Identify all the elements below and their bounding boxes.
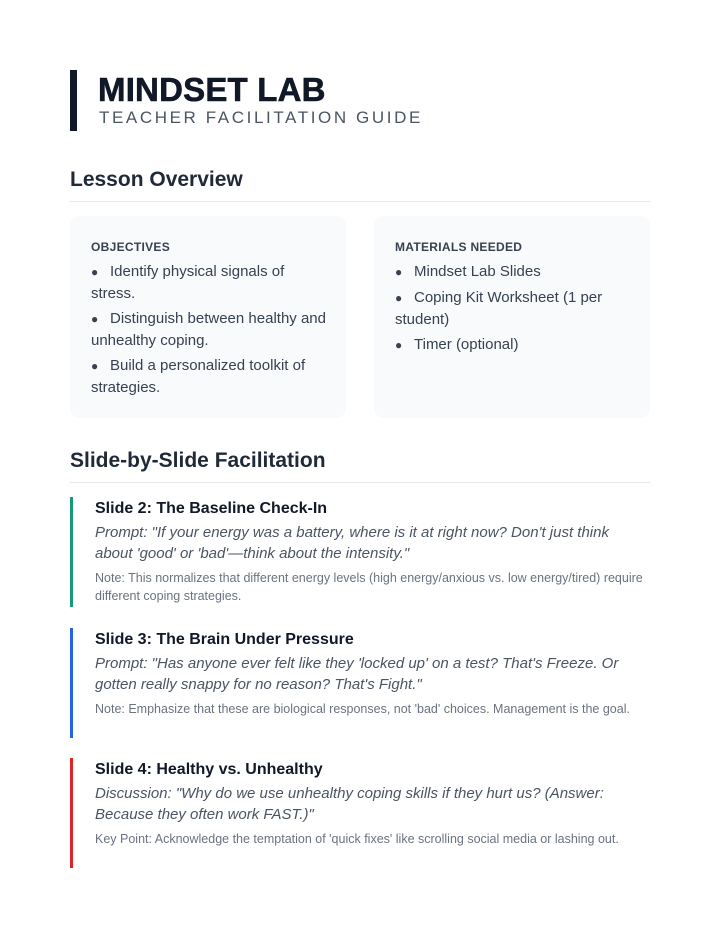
section-divider	[70, 482, 650, 483]
slide-title: Slide 2: The Baseline Check-In	[95, 500, 328, 517]
page-header	[70, 70, 650, 132]
slide-title: Slide 3: The Brain Under Pressure	[95, 631, 354, 648]
bullet-icon: ●	[395, 338, 403, 352]
list-item	[91, 355, 326, 398]
header-accent-bar	[70, 70, 77, 131]
objectives-card	[70, 216, 346, 418]
slide-accent-bar	[70, 628, 73, 738]
slide-body	[95, 759, 645, 848]
objectives-title: OBJECTIVES	[91, 240, 171, 254]
slide-accent-bar	[70, 758, 73, 868]
material-text: Coping Kit Worksheet (1 per student)	[395, 289, 603, 328]
brand-title: MINDSET LAB	[98, 71, 326, 108]
bullet-icon: ●	[395, 265, 403, 279]
slide-entry-3	[70, 628, 650, 738]
slide-entry-2	[70, 497, 650, 607]
objectives-list	[91, 261, 326, 398]
facilitation-heading: Slide-by-Slide Facilitation	[70, 449, 326, 472]
slide-prompt: Discussion: "Why do we use unhealthy coping skills if they hurt us? (Answer: Because they often work FAST.)"	[95, 785, 604, 823]
bullet-icon: ●	[91, 312, 99, 326]
objective-text: Identify physical signals of stress.	[91, 263, 285, 302]
bullet-icon: ●	[91, 265, 99, 279]
materials-card	[374, 216, 650, 418]
material-text: Timer (optional)	[414, 336, 519, 353]
objective-text: Distinguish between healthy and unhealthy coping.	[91, 310, 326, 349]
slide-note: Note: Emphasize that these are biological responses, not 'bad' choices. Management is the goal.	[95, 702, 630, 716]
slide-title: Slide 4: Healthy vs. Unhealthy	[95, 761, 323, 778]
slide-body	[95, 498, 645, 605]
slide-entry-4	[70, 758, 650, 868]
list-item	[395, 334, 630, 356]
slide-body	[95, 629, 645, 718]
list-item	[395, 287, 630, 330]
slide-prompt: Prompt: "Has anyone ever felt like they 'locked up' on a test? That's Freeze. Or gotten really snappy for no reason? That's Fight."	[95, 655, 619, 693]
materials-title: MATERIALS NEEDED	[395, 240, 523, 254]
objective-text: Build a personalized toolkit of strategies.	[91, 357, 306, 396]
list-item	[91, 261, 326, 304]
slide-note: Key Point: Acknowledge the temptation of 'quick fixes' like scrolling social media or lashing out.	[95, 832, 619, 846]
section-divider	[70, 201, 650, 202]
slide-accent-bar	[70, 497, 73, 607]
list-item	[395, 261, 630, 283]
material-text: Mindset Lab Slides	[414, 263, 541, 280]
bullet-icon: ●	[395, 291, 403, 305]
brand-subtitle: TEACHER FACILITATION GUIDE	[99, 108, 423, 127]
slide-note: Note: This normalizes that different energy levels (high energy/anxious vs. low energy/tired) require different coping strategies.	[95, 571, 643, 603]
materials-list	[395, 261, 630, 356]
lesson-overview-heading: Lesson Overview	[70, 168, 243, 191]
bullet-icon: ●	[91, 359, 99, 373]
slide-prompt: Prompt: "If your energy was a battery, where is it at right now? Don't just think about 'good' or 'bad'—think about the intensity."	[95, 524, 609, 562]
list-item	[91, 308, 326, 351]
